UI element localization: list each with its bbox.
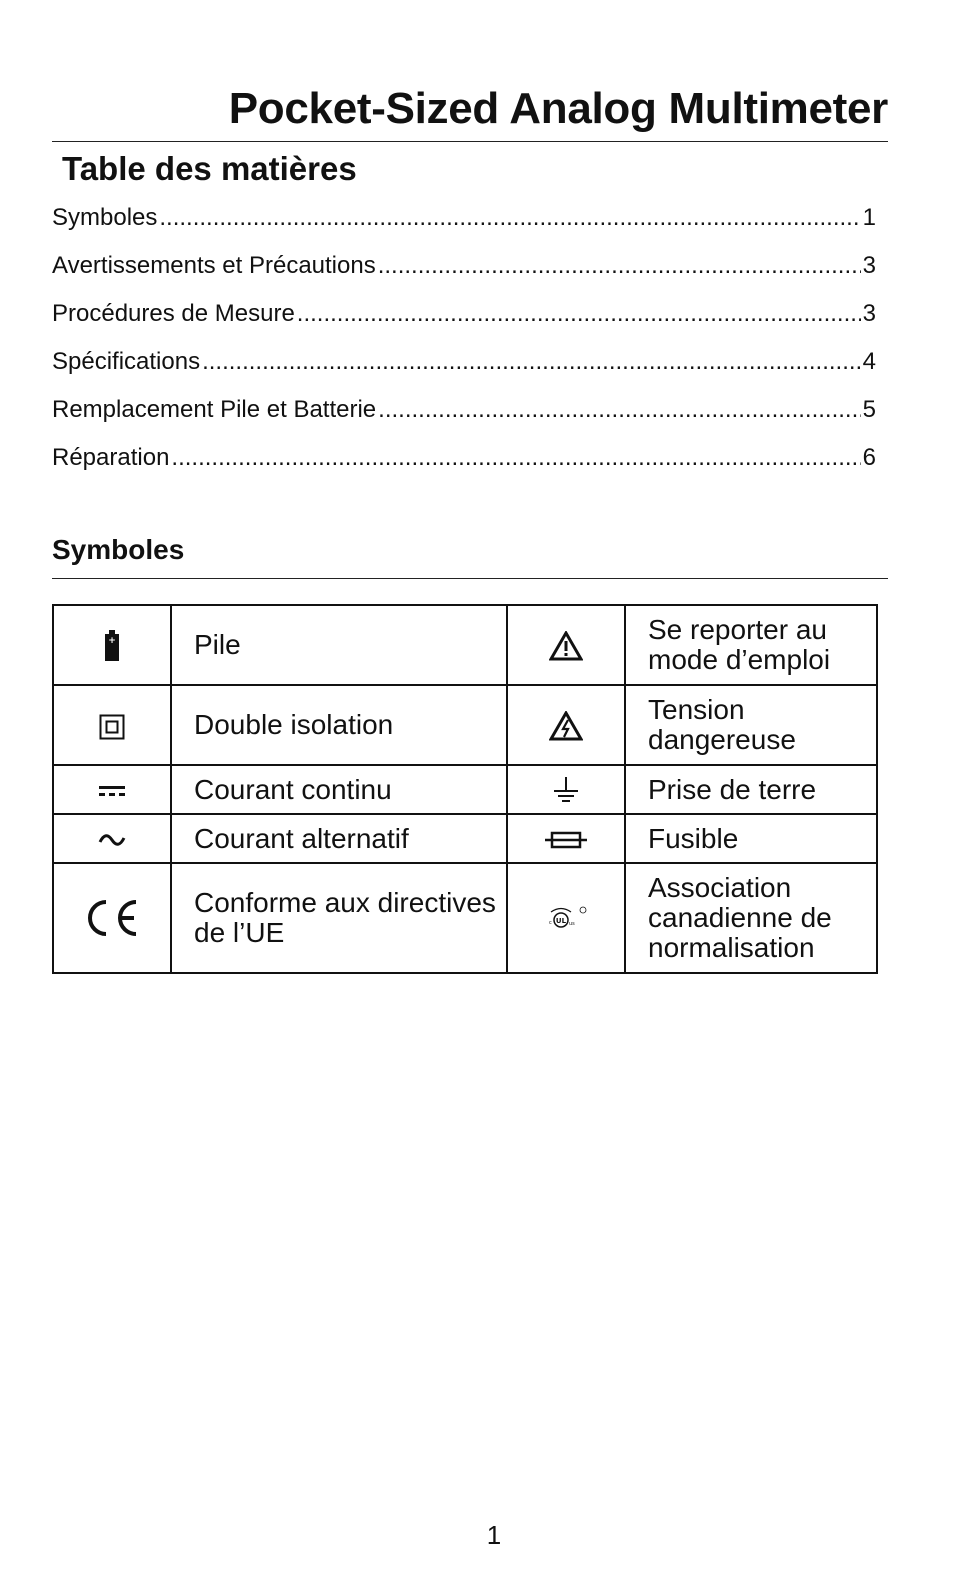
toc-leader-dots	[378, 396, 860, 424]
toc-entry-label: Avertissements et Précautions	[52, 252, 376, 279]
page-number: 1	[486, 1520, 502, 1550]
symbol-cell	[53, 765, 171, 814]
symbol-description: Association canadienne de normalisation	[625, 863, 877, 973]
svg-text:UL: UL	[555, 917, 567, 926]
symbol-cell	[507, 685, 625, 765]
toc-entry-page: 6	[862, 444, 876, 471]
symbol-description: Double isolation	[171, 685, 507, 765]
toc-entry-label: Symboles	[52, 204, 158, 231]
alternating-current-icon	[98, 833, 126, 847]
symbols-divider	[52, 578, 888, 579]
svg-text:c: c	[549, 920, 552, 927]
double-insulation-icon	[99, 714, 125, 740]
table-of-contents	[52, 204, 876, 492]
symbol-description: Tension dangereuse	[625, 685, 877, 765]
symbols-heading: Symboles	[52, 534, 185, 565]
symbol-description: Courant continu	[171, 765, 507, 814]
toc-entry-label: Spécifications	[52, 348, 201, 375]
table-row	[53, 814, 877, 863]
symbol-cell	[53, 605, 171, 685]
toc-entry-page: 3	[862, 300, 876, 327]
ce-mark-icon	[84, 898, 140, 938]
toc-entry-label: Procédures de Mesure	[52, 300, 295, 327]
toc-entry[interactable]	[52, 204, 876, 252]
high-voltage-icon	[549, 711, 583, 741]
table-row	[53, 605, 877, 685]
symbol-description: Prise de terre	[625, 765, 877, 814]
toc-leader-dots	[378, 252, 861, 280]
symbol-cell	[53, 685, 171, 765]
toc-leader-dots	[202, 348, 861, 376]
toc-heading: Table des matières	[62, 150, 357, 187]
svg-text:+: +	[108, 635, 116, 646]
toc-entry[interactable]	[52, 300, 876, 348]
battery-icon	[104, 630, 120, 662]
ground-icon	[553, 777, 579, 805]
toc-entry-page: 3	[862, 252, 876, 279]
symbol-cell	[53, 814, 171, 863]
toc-leader-dots	[159, 204, 860, 232]
toc-entry[interactable]	[52, 252, 876, 300]
symbol-cell	[507, 814, 625, 863]
table-row	[53, 685, 877, 765]
toc-entry-page: 1	[862, 204, 876, 231]
symbol-cell	[53, 863, 171, 973]
warning-manual-icon	[549, 631, 583, 661]
symbol-cell	[507, 765, 625, 814]
symbol-cell	[507, 605, 625, 685]
toc-entry-label: Remplacement Pile et Batterie	[52, 396, 377, 423]
ul-classified-icon	[543, 904, 589, 934]
document-title: Pocket-Sized Analog Multimeter	[228, 84, 888, 133]
symbol-description: Se reporter au mode d’emploi	[625, 605, 877, 685]
symbol-description: Fusible	[625, 814, 877, 863]
svg-text:us: us	[569, 921, 575, 928]
table-row	[53, 765, 877, 814]
symbol-description: Courant alternatif	[171, 814, 507, 863]
symbol-description: Conforme aux directives de l’UE	[171, 863, 507, 973]
table-row	[53, 863, 877, 973]
toc-entry-page: 5	[862, 396, 876, 423]
toc-entry[interactable]	[52, 396, 876, 444]
symbol-description: Pile	[171, 605, 507, 685]
symbols-table	[52, 604, 878, 974]
title-divider	[52, 141, 888, 142]
toc-leader-dots	[297, 300, 861, 328]
fuse-icon	[545, 831, 587, 849]
toc-leader-dots	[171, 444, 860, 472]
toc-entry-label: Réparation	[52, 444, 170, 471]
direct-current-icon	[99, 784, 125, 798]
toc-entry-page: 4	[862, 348, 876, 375]
toc-entry[interactable]	[52, 444, 876, 492]
symbol-cell	[507, 863, 625, 973]
toc-entry[interactable]	[52, 348, 876, 396]
